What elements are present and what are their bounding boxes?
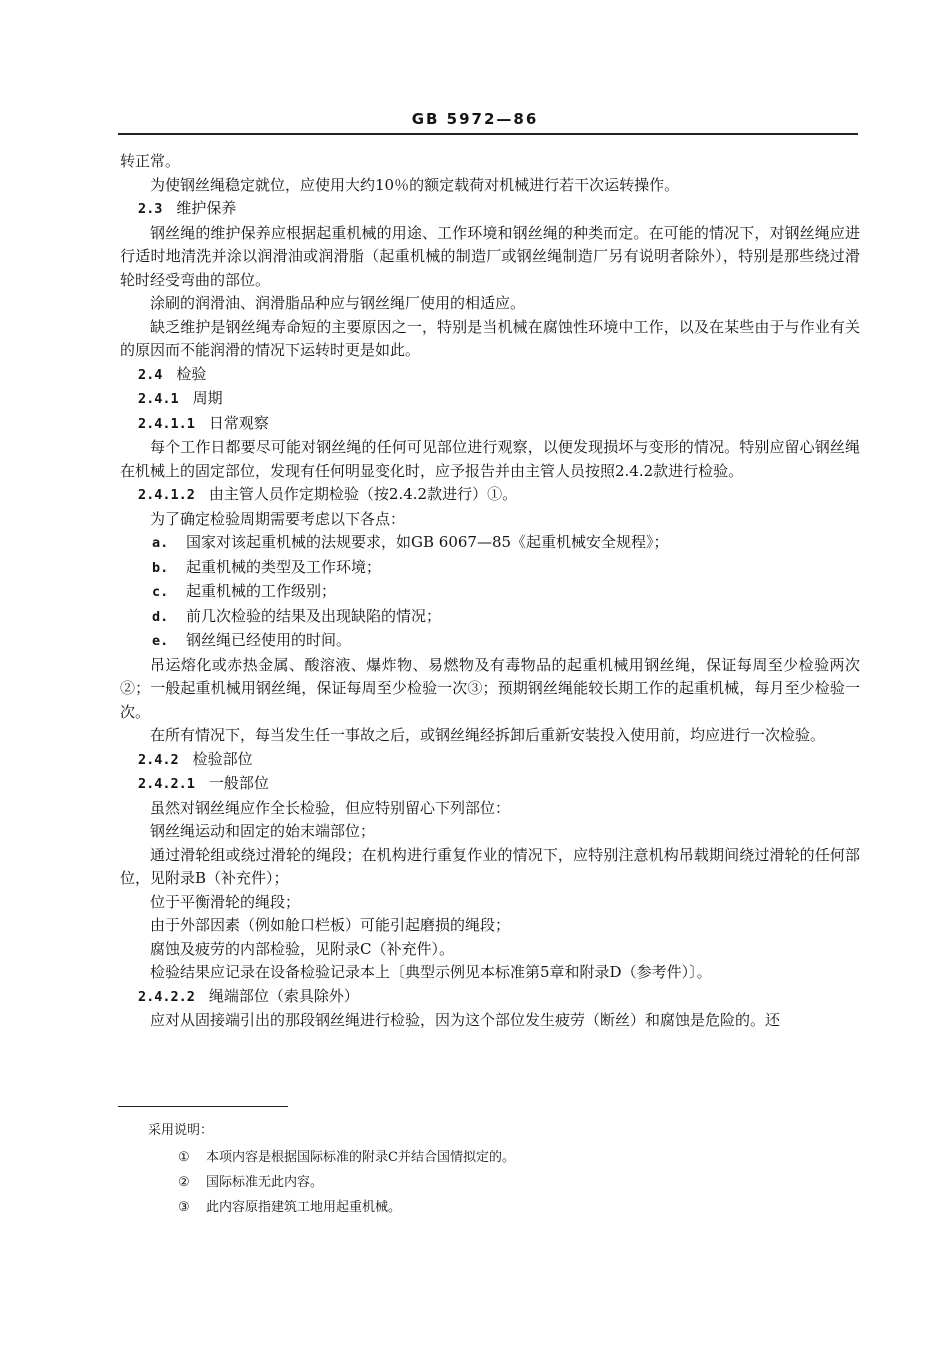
list-marker: d.	[152, 608, 169, 625]
section-heading-2-4-2-2	[120, 985, 860, 1010]
list-marker: c.	[152, 584, 169, 600]
list-item	[120, 531, 860, 556]
section-heading-2-4-2-1	[120, 772, 860, 797]
section-heading-2-4-1-1	[120, 412, 860, 437]
footnote	[148, 1195, 515, 1220]
list-marker: e.	[152, 633, 169, 649]
section-heading-2-4-1	[120, 387, 860, 412]
section-number: 2.4.1.2	[138, 487, 195, 503]
paragraph: 腐蚀及疲劳的内部检验，见附录C（补充件）。	[150, 939, 454, 958]
footnote-text: 此内容原指建筑工地用起重机械。	[206, 1200, 402, 1215]
section-number: 2.4.1.1	[138, 415, 195, 432]
list-item	[120, 629, 860, 654]
list-text: 国家对该起重机械的法规要求，如GB 6067—85《起重机械安全规程》；	[186, 533, 669, 551]
footnote-rule	[118, 1106, 288, 1107]
list-marker: a.	[152, 535, 169, 551]
list-text: 钢丝绳已经使用的时间。	[186, 631, 352, 649]
paragraph: 缺乏维护是钢丝绳寿命短的主要原因之一，特别是当机械在腐蚀性环境中工作，以及在某些由于与作业有关的原因而不能润滑的情况下运转时更是如此。	[120, 317, 860, 359]
footnote-marker: ②	[178, 1175, 190, 1190]
section-number: 2.4.2.1	[138, 776, 195, 792]
paragraph: 由于外部因素（例如舱口栏板）可能引起磨损的绳段；	[150, 916, 511, 934]
section-title: 检验部位	[192, 749, 253, 768]
section-heading-2-4-1-2	[120, 483, 860, 508]
paragraph: 钢丝绳运动和固定的始末端部位；	[150, 822, 376, 840]
section-number: 2.3	[138, 201, 163, 217]
paragraph: 钢丝绳的维护保养应根据起重机械的用途、工作环境和钢丝绳的种类而定。在可能的情况下，对钢丝绳应进行适时地清洗并涂以润滑油或润滑脂（起重机械的制造厂或钢丝绳制造厂另有说明者除外），特别是那些绕过滑轮时经受弯曲的部位。	[120, 223, 860, 289]
section-number: 2.4.2.2	[138, 988, 195, 1005]
list-item	[120, 580, 860, 605]
footnotes-title: 采用说明：	[148, 1123, 214, 1138]
paragraph: 每个工作日都要尽可能对钢丝绳的任何可见部位进行观察，以便发现损坏与变形的情况。特别应留心钢丝绳在机械上的固定部位，发现有任何明显变化时，应予报告并由主管人员按照2.4.2款进行检验。	[120, 438, 860, 480]
section-heading-2-4	[120, 363, 860, 388]
list-item	[120, 605, 860, 630]
paragraph: 吊运熔化或赤热金属、酸溶液、爆炸物、易燃物及有毒物品的起重机械用钢丝绳，保证每周至少检验两次②；一般起重机械用钢丝绳，保证每周至少检验一次③；预期钢丝绳能较长期工作的起重机械，每月至少检验一次。	[120, 655, 860, 721]
footnotes	[148, 1118, 515, 1220]
footnote-text: 本项内容是根据国际标准的附录C并结合国情拟定的。	[206, 1150, 515, 1165]
paragraph: 位于平衡滑轮的绳段；	[150, 892, 301, 911]
section-title: 由主管人员作定期检验（按2.4.2款进行）①。	[208, 485, 518, 503]
paragraph: 应对从固接端引出的那段钢丝绳进行检验，因为这个部位发生疲劳（断丝）和腐蚀是危险的。还	[150, 1011, 781, 1029]
footnote	[148, 1145, 515, 1170]
section-number: 2.4.2	[138, 751, 179, 768]
section-title: 一般部位	[208, 774, 269, 792]
paragraph: 通过滑轮组或绕过滑轮的绳段；在机构进行重复作业的情况下，应特别注意机构吊载期间绕过滑轮的任何部位，见附录B（补充件）；	[120, 845, 860, 887]
section-title: 周期	[192, 389, 223, 407]
list-text: 前几次检验的结果及出现缺陷的情况；	[186, 606, 442, 625]
section-number: 2.4	[138, 366, 163, 383]
list-item	[120, 556, 860, 581]
list-text: 起重机械的类型及工作环境；	[186, 557, 382, 576]
paragraph: 虽然对钢丝绳应作全长检验，但应特别留心下列部位：	[150, 798, 511, 817]
paragraph: 为使钢丝绳稳定就位，应使用大约10％的额定载荷对机械进行若干次运转操作。	[150, 175, 680, 194]
paragraph: 转正常。	[120, 152, 181, 170]
paragraph: 在所有情况下，每当发生任一事故之后，或钢丝绳经拆卸后重新安装投入使用前，均应进行一次检验。	[150, 726, 826, 744]
section-heading-2-3	[120, 197, 860, 222]
list-marker: b.	[152, 559, 169, 576]
footnote-text: 国际标准无此内容。	[206, 1175, 324, 1190]
section-title: 绳端部位（索具除外）	[208, 986, 359, 1005]
header-rule	[118, 133, 858, 135]
footnote-marker: ①	[178, 1150, 190, 1165]
section-title: 日常观察	[208, 413, 269, 432]
paragraph: 检验结果应记录在设备检验记录本上〔典型示例见本标准第5章和附录D（参考件）〕。	[150, 963, 712, 981]
document-body	[120, 150, 860, 1033]
footnote-marker: ③	[178, 1200, 190, 1215]
section-number: 2.4.1	[138, 391, 179, 407]
section-heading-2-4-2	[120, 748, 860, 773]
footnote	[148, 1170, 515, 1195]
paragraph: 为了确定检验周期需要考虑以下各点：	[150, 509, 406, 528]
list-text: 起重机械的工作级别；	[186, 582, 337, 600]
section-title: 维护保养	[176, 199, 237, 217]
paragraph: 涂刷的润滑油、润滑脂品种应与钢丝绳厂使用的相适应。	[150, 294, 526, 312]
document-code-header: GB 5972—86	[411, 110, 539, 128]
section-title: 检验	[176, 364, 207, 383]
